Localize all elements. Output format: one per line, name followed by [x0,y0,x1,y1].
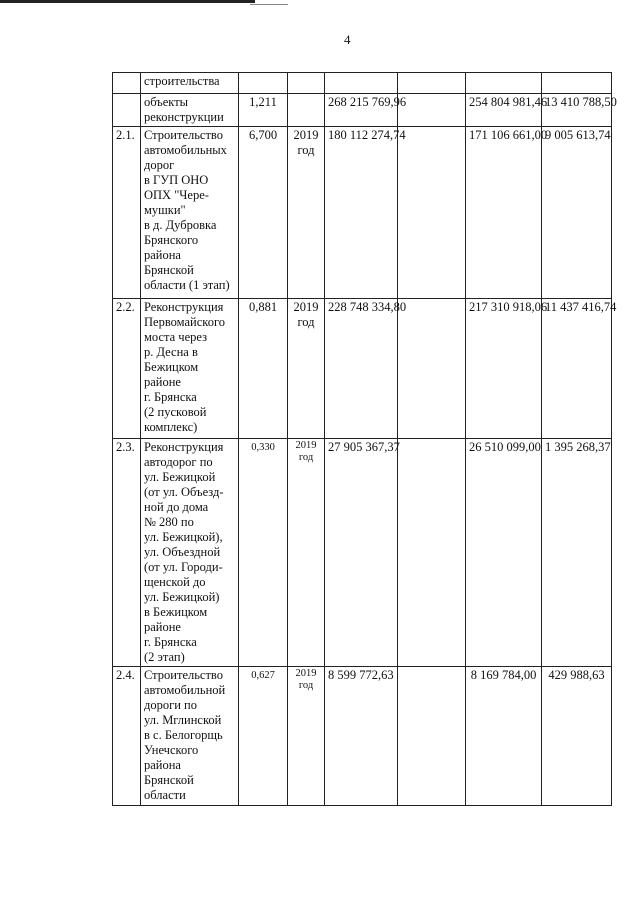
road-length: 1,211 [239,94,288,127]
regional-funds: 13 410 788,50 [542,94,612,127]
total-cost [325,73,398,94]
federal-funds: 26 510 099,00 [466,439,542,667]
object-name: Строительство автомобильной дороги по ул. Мглинской в с. Белогорщь Унечского района Брянской области [141,667,239,806]
road-length: 6,700 [239,127,288,299]
empty-cell [398,667,466,806]
regional-funds: 1 395 268,37 [542,439,612,667]
row-number: 2.4. [113,667,141,806]
empty-cell [398,73,466,94]
road-length [239,73,288,94]
regional-funds: 11 437 416,74 [542,299,612,439]
total-cost: 228 748 334,80 [325,299,398,439]
table-row [113,73,612,94]
total-cost: 27 905 367,37 [325,439,398,667]
empty-cell [398,127,466,299]
table-row [113,94,612,127]
scan-artifact-line [0,0,290,8]
completion-year: 2019 год [288,667,325,806]
federal-funds: 8 169 784,00 [466,667,542,806]
object-name: Реконструкция автодорог по ул. Бежицкой (от ул. Объезд- ной до дома № 280 по ул. Бежицкой), ул. Объездной (от ул. Городи- щенской до ул. Бежицкой) в Бежицком районе г. Брянска (2 этап) [141,439,239,667]
completion-year: 2019 год [288,127,325,299]
row-number [113,73,141,94]
road-length: 0,330 [239,439,288,667]
object-name: Строительство автомобильных дорог в ГУП ОНО ОПХ "Чере- мушки" в д. Дубровка Брянского района Брянской области (1 этап) [141,127,239,299]
federal-funds [466,73,542,94]
row-number [113,94,141,127]
federal-funds: 217 310 918,06 [466,299,542,439]
table-row [113,299,612,439]
regional-funds: 429 988,63 [542,667,612,806]
empty-cell [398,439,466,667]
object-name: строительства [141,73,239,94]
row-number: 2.1. [113,127,141,299]
total-cost: 268 215 769,96 [325,94,398,127]
row-number: 2.2. [113,299,141,439]
completion-year [288,73,325,94]
page-number: 4 [344,32,351,47]
empty-cell [398,94,466,127]
total-cost: 8 599 772,63 [325,667,398,806]
table-row [113,439,612,667]
completion-year: 2019 год [288,439,325,667]
row-number: 2.3. [113,439,141,667]
federal-funds: 254 804 981,46 [466,94,542,127]
table-row [113,127,612,299]
total-cost: 180 112 274,74 [325,127,398,299]
federal-funds: 171 106 661,00 [466,127,542,299]
regional-funds [542,73,612,94]
road-length: 0,627 [239,667,288,806]
completion-year [288,94,325,127]
regional-funds: 9 005 613,74 [542,127,612,299]
completion-year: 2019 год [288,299,325,439]
road-length: 0,881 [239,299,288,439]
table-row [113,667,612,806]
construction-objects-table [112,72,617,806]
object-name: Реконструкция Первомайского моста через р. Десна в Бежицком районе г. Брянска (2 пусковой комплекс) [141,299,239,439]
object-name: объекты реконструкции [141,94,239,127]
empty-cell [398,299,466,439]
